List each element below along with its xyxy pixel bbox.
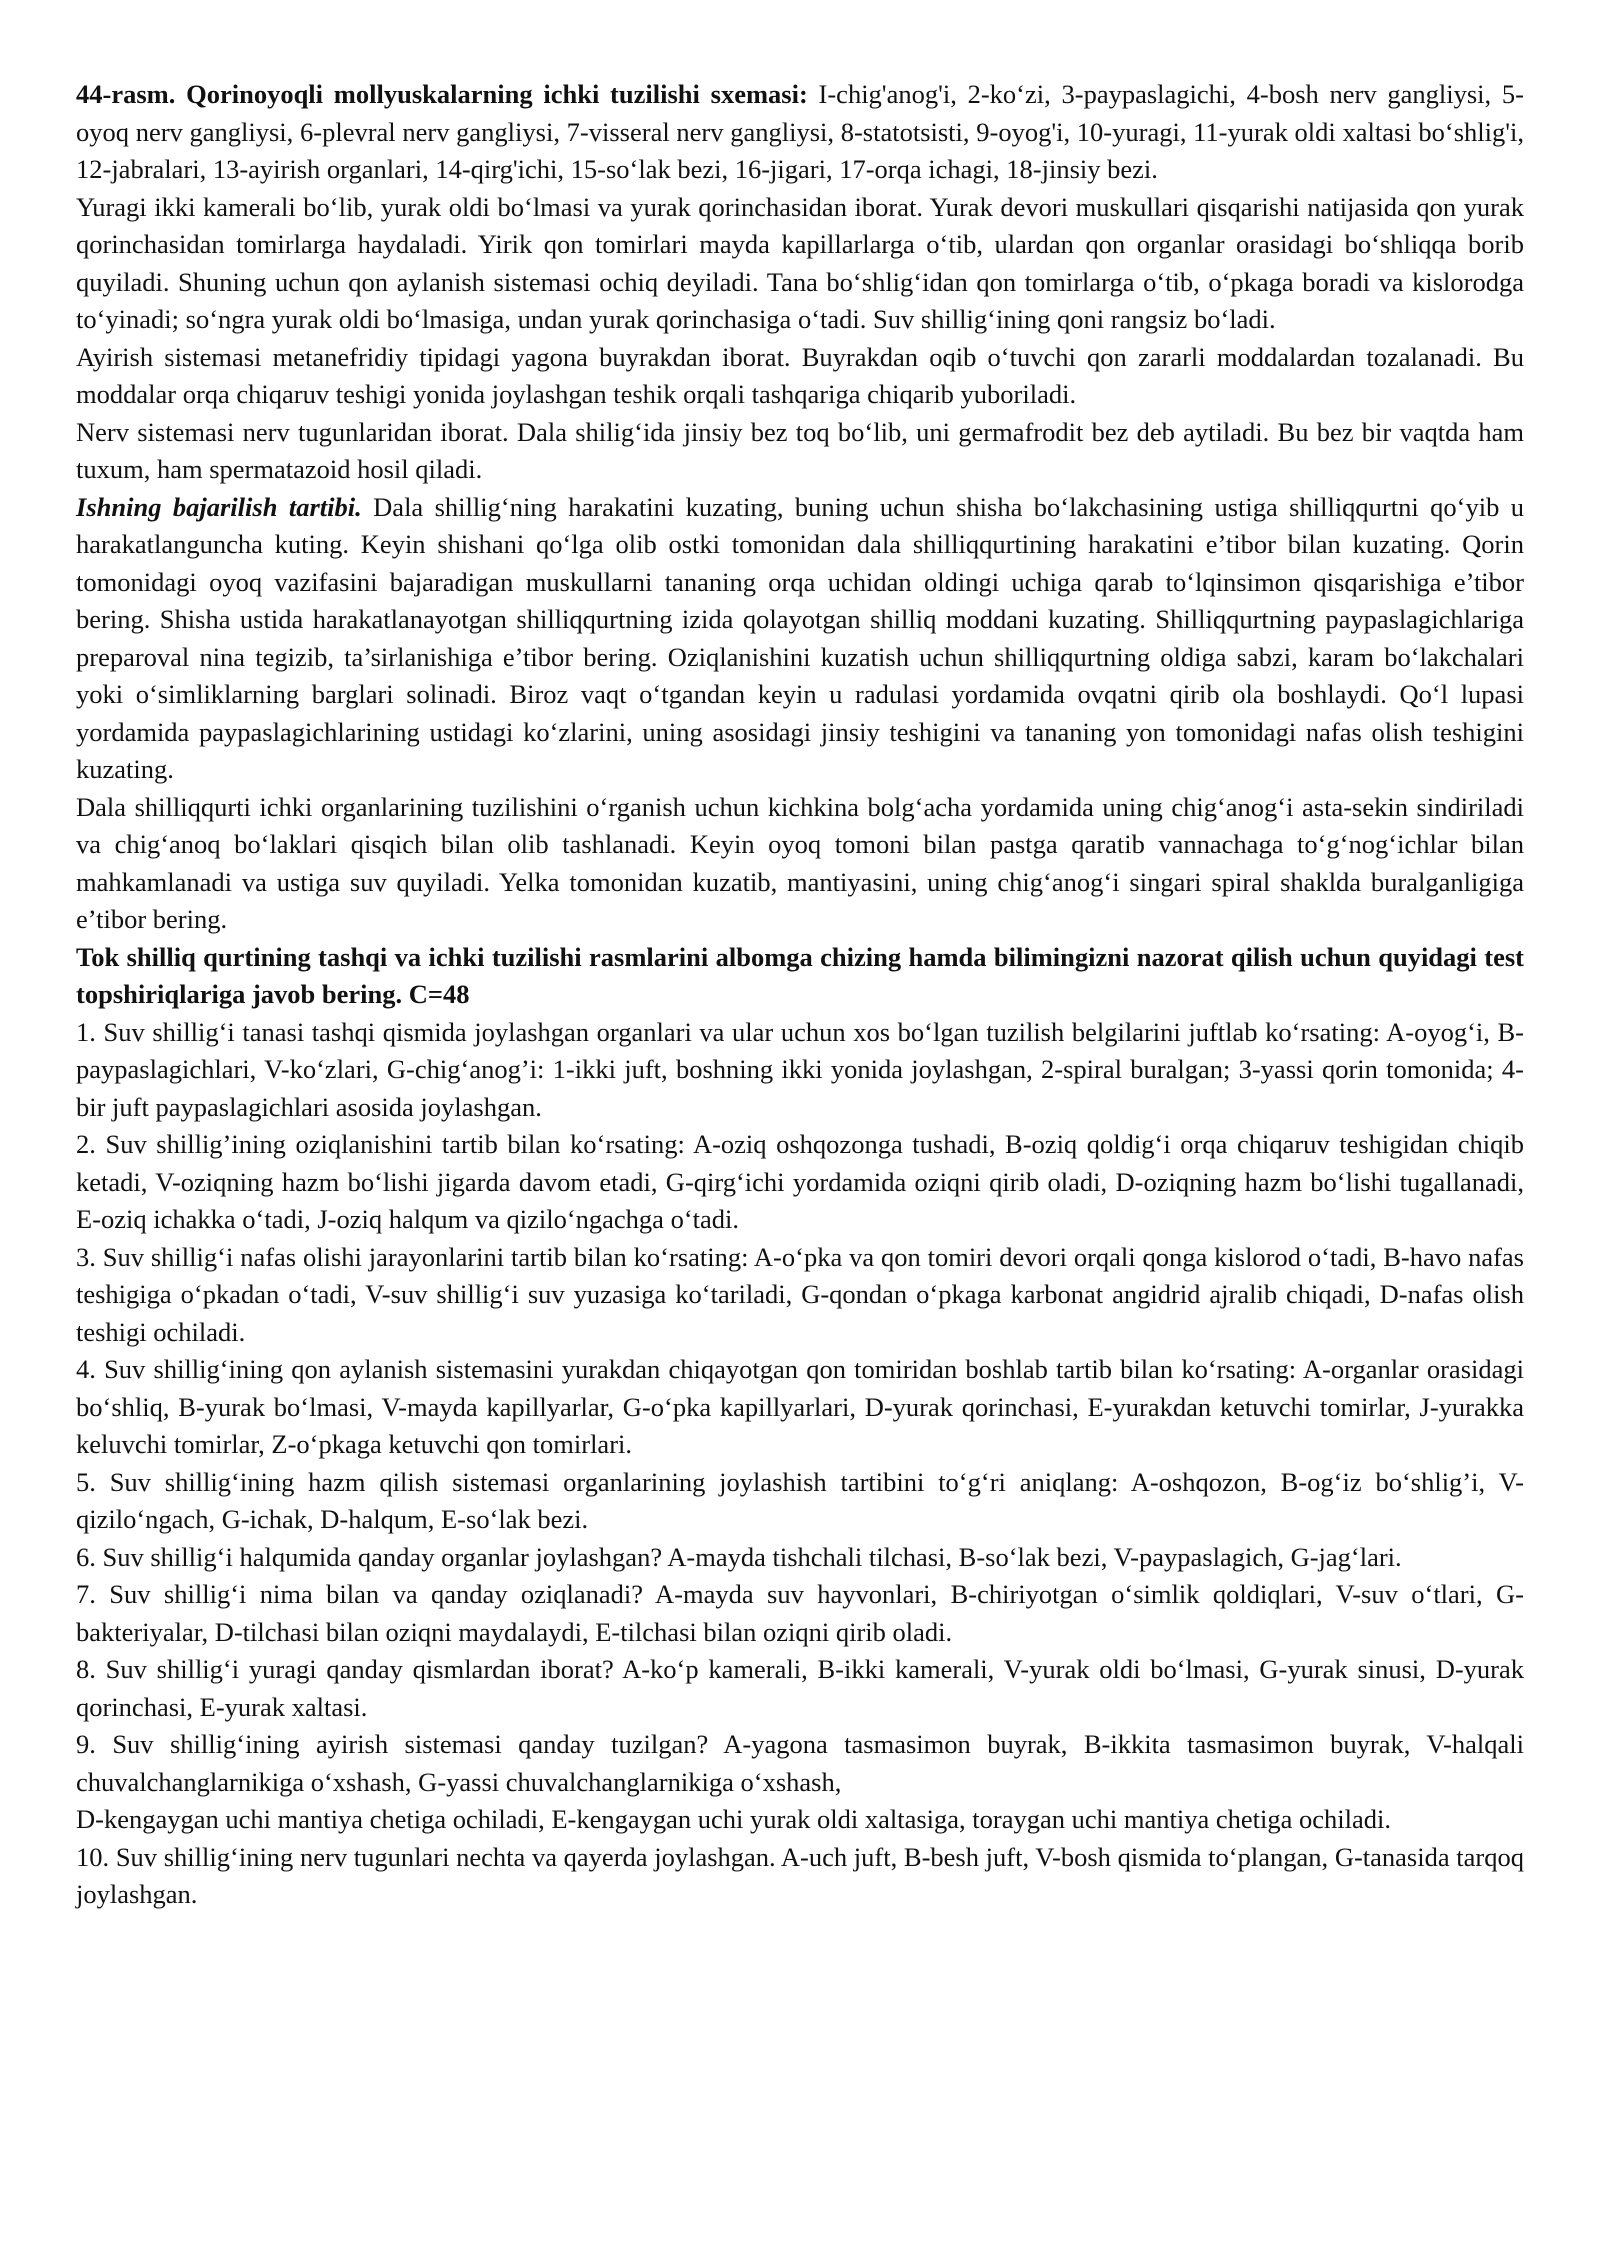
question-5: 5. Suv shillig‘ining hazm qilish sistemasi organlarining joylashish tartibini to‘g‘ri aniqlang: A-oshqozon, B-og‘iz bo‘shlig’i, V-qizilo‘ngach, G-ichak, D-halqum, E-so‘lak bezi. xyxy=(76,1466,1524,1534)
figure-caption-text: I-chig'anog'i, 2-ko‘zi, 3-paypaslagichi, 4-bosh nerv gangliysi, 5-oyoq nerv gangliysi, 6-plevral nerv gangliysi, 7-visseral nerv gangliysi, 8-statotsisti, 9-oyog'i, 10-yuragi, 11-yurak oldi xaltasi bo‘shlig'i, 12-jabralari, 13-ayirish organlari, 14-qirg'ichi, 15-so‘lak bezi, 16-jigari, 17-orqa ichagi, 18-jinsiy bezi. xyxy=(76,79,1524,184)
paragraph-nervous: Nerv sistemasi nerv tugunlaridan iborat. Dala shilig‘ida jinsiy bez toq bo‘lib, uni germafrodit bez deb aytiladi. Bu bez bir vaqtda ham tuxum, ham spermatazoid hosil qiladi. xyxy=(76,416,1524,484)
procedure-text: Dala shillig‘ning harakatini kuzating, buning uchun shisha bo‘lakchasining ustiga shilliqqurtni qo‘yib u harakatlanguncha kuting. Keyin shishani qo‘lga olib ostki tomonidan dala shilliqqurtining harakatini e’tibor bilan kuzating. Qorin tomonidagi oyoq vazifasini bajaradigan muskullarni tananing orqa uchidan oldingi uchiga qarab to‘lqinsimon qisqarishiga e’tibor bering. Shisha ustida harakatlanayotgan shilliqqurtning izida qolayotgan shilliq moddani kuzating. Shilliqqurtning paypaslagichlariga preparoval nina tegizib, ta’sirlanishiga e’tibor bering. Oziqlanishini kuzatish uchun shilliqqurtning oldiga sabzi, karam bo‘lakchalari yoki o‘simliklarning barglari solinadi. Biroz vaqt o‘tgandan keyin u radulasi yordamida ovqatni qirib ola boshlaydi. Qo‘l lupasi yordamida paypaslagichlarining ustidagi ko‘zlarini, uning asosidagi jinsiy teshigini va tananing yon tomonidagi nafas olish teshigini kuzating. xyxy=(76,491,1525,784)
question-2: 2. Suv shillig’ining oziqlanishini tartib bilan ko‘rsating: A-oziq oshqozonga tushadi, B-oziq qoldig‘i orqa chiqaruv teshigidan chiqib ketadi, V-oziqning hazm bo‘lishi jigarda davom etadi, G-qirg‘ichi yordamida oziqni qirib oladi, D-oziqning hazm bo‘lishi tugallanadi, E-oziq ichakka o‘tadi, J-oziq halqum va qizilo‘ngachga o‘tadi. xyxy=(76,1129,1524,1234)
question-6: 6. Suv shillig‘i halqumida qanday organlar joylashgan? A-mayda tishchali tilchasi, B-so‘lak bezi, V-paypaslagich, G-jag‘lari. xyxy=(76,1541,1402,1572)
question-4: 4. Suv shillig‘ining qon aylanish sistemasini yurakdan chiqayotgan qon tomiridan boshlab tartib bilan ko‘rsating: A-organlar orasidagi bo‘shliq, B-yurak bo‘lmasi, V-mayda kapillyarlar, G-o‘pka kapillyarlari, D-yurak qorinchasi, E-yurakdan ketuvchi tomirlar, J-yurakka keluvchi tomirlar, Z-o‘pkaga ketuvchi qon tomirlari. xyxy=(76,1354,1524,1459)
procedure-paragraph xyxy=(76,489,1524,789)
figure-caption xyxy=(76,76,1524,189)
paragraph-excretion: Ayirish sistemasi metanefridiy tipidagi yagona buyrakdan iborat. Buyrakdan oqib o‘tuvchi qon zararli moddalardan tozalanadi. Bu moddalar orqa chiqaruv teshigi yonida joylashgan teshik orqali tashqariga chiqarib yuboriladi. xyxy=(76,341,1524,409)
question-8: 8. Suv shillig‘i yuragi qanday qismlardan iborat? A-ko‘p kamerali, B-ikki kamerali, V-yurak oldi bo‘lmasi, G-yurak sinusi, D-yurak qorinchasi, E-yurak xaltasi. xyxy=(76,1654,1524,1722)
procedure-heading: Ishning bajarilish tartibi. xyxy=(76,491,362,522)
question-9: 9. Suv shillig‘ining ayirish sistemasi qanday tuzilgan? A-yagona tasmasimon buyrak, B-ikkita tasmasimon buyrak, V-halqali chuvalchanglarnikiga o‘xshash, G-yassi chuvalchanglarnikiga o‘xshash, xyxy=(76,1729,1524,1797)
paragraph-dissection: Dala shilliqqurti ichki organlarining tuzilishini o‘rganish uchun kichkina bolg‘acha yordamida uning chig‘anog‘i asta-sekin sindiriladi va chig‘anoq bo‘laklari qisqich bilan olib tashlanadi. Keyin oyoq tomoni bilan pastga qaratib vannachaga to‘g‘nog‘ichlar bilan mahkamlanadi va ustiga suv quyiladi. Yelka tomonidan kuzatib, mantiyasini, uning chig‘anog‘i singari spiral shaklda buralganligiga e’tibor bering. xyxy=(76,791,1524,934)
question-9-continued: D-kengaygan uchi mantiya chetiga ochiladi, E-kengaygan uchi yurak oldi xaltasiga, toraygan uchi mantiya chetiga ochiladi. xyxy=(76,1804,1391,1834)
question-3: 3. Suv shillig‘i nafas olishi jarayonlarini tartib bilan ko‘rsating: A-o‘pka va qon tomiri devori orqali qonga kislorod o‘tadi, B-havo nafas teshigiga o‘pkadan o‘tadi, V-suv shillig‘i suv yuzasiga ko‘tariladi, G-qondan o‘pkaga karbonat angidrid ajralib chiqadi, D-nafas olish teshigi ochiladi. xyxy=(76,1241,1524,1347)
paragraph-heart: Yuragi ikki kamerali bo‘lib, yurak oldi bo‘lmasi va yurak qorinchasidan iborat. Yurak devori muskullari qisqarishi natijasida qon yurak qorinchasidan tomirlarga haydaladi. Yirik qon tomirlari mayda kapillarlarga o‘tib, ulardan qon organlar orasidagi bo‘shliqqa borib quyiladi. Shuning uchun qon aylanish sistemasi ochiq deyiladi. Tana bo‘shlig‘idan qon tomirlarga o‘tib, o‘pkaga boradi va kislorodga to‘yinadi; so‘ngra yurak oldi bo‘lmasiga, undan yurak qorinchasiga o‘tadi. Suv shillig‘ining qoni rangsiz bo‘ladi. xyxy=(76,191,1524,334)
question-10: 10. Suv shillig‘ining nerv tugunlari nechta va qayerda joylashgan. A-uch juft, B-besh juft, V-bosh qismida to‘plangan, G-tanasida tarqoq joylashgan. xyxy=(76,1841,1524,1909)
task-heading: Tok shilliq qurtining tashqi va ichki tuzilishi rasmlarini albomga chizing hamda bilimingizni nazorat qilish uchun quyidagi test topshiriqlariga javob bering. C=48 xyxy=(76,941,1524,1009)
question-7: 7. Suv shillig‘i nima bilan va qanday oziqlanadi? A-mayda suv hayvonlari, B-chiriyotgan o‘simlik qoldiqlari, V-suv o‘tlari, G-bakteriyalar, D-tilchasi bilan oziqni maydalaydi, E-tilchasi bilan oziqni qirib oladi. xyxy=(76,1579,1524,1647)
question-1: 1. Suv shillig‘i tanasi tashqi qismida joylashgan organlari va ular uchun xos bo‘lgan tuzilish belgilarini juftlab ko‘rsating: A-oyog‘i, B-paypaslagichlari, V-ko‘zlari, G-chig‘anog’i: 1-ikki juft, boshning ikki yonida joylashgan, 2-spiral buralgan; 3-yassi qorin tomonida; 4-bir juft paypaslagichlari asosida joylashgan. xyxy=(76,1016,1524,1122)
figure-caption-title: 44-rasm. Qorinoyoqli mollyuskalarning ichki tuzilishi sxemasi: xyxy=(76,79,808,109)
